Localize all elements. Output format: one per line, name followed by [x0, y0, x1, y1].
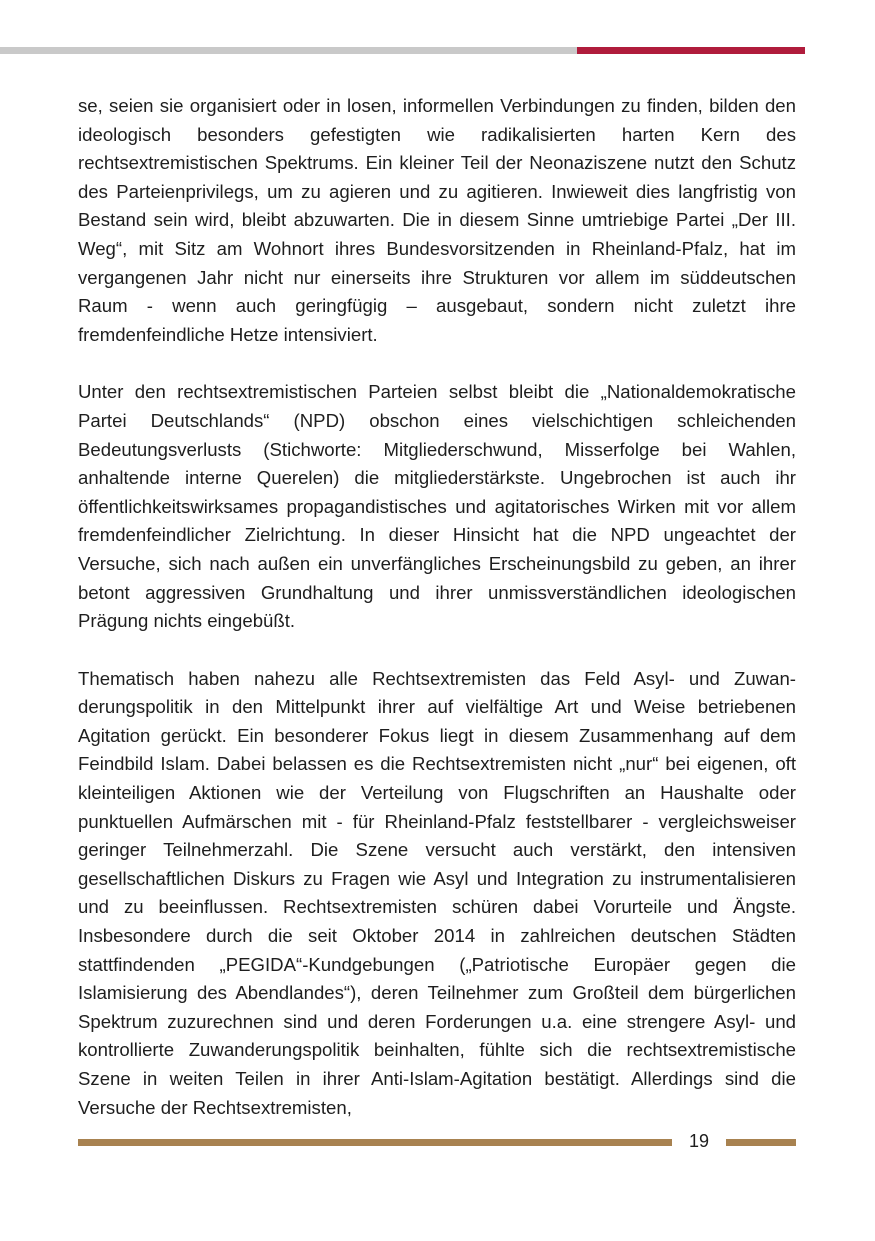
header-rule-accent	[577, 47, 805, 54]
footer-rule-right	[726, 1139, 796, 1146]
paragraph-1: se, seien sie organisiert oder in losen, informellen Verbindungen zu finden, bilden den ideologisch besonders gefestigten wie radikalisierten harten Kern des rechtsextremistischen Spektrums. Ein kleiner Teil der Neonaziszene nutzt den Schutz des Parteienprivilegs, um zu agieren und zu agitieren. Inwieweit dies langfristig von Bestand sein wird, bleibt abzuwarten. Die in diesem Sinne umtriebige Partei „Der III. Weg“, mit Sitz am Wohnort ihres Bundesvorsitzenden in Rheinland-Pfalz, hat im vergangenen Jahr nicht nur einerseits ihre Strukturen vor allem im süddeutschen Raum - wenn auch geringfügig – ausgebaut, sondern nicht zuletzt ihre fremdenfeindliche Hetze intensiviert.	[78, 95, 796, 345]
body-text	[78, 92, 796, 1151]
header-rule-gray	[0, 47, 577, 54]
paragraph-3: Thematisch haben nahezu alle Rechtsextremisten das Feld Asyl- und Zuwanderungspolitik in den Mittelpunkt ihrer auf vielfältige Art und Weise betriebenen Agitation gerückt. Ein besonderer Fokus liegt in diesem Zusammenhang auf dem Feindbild Islam. Dabei belassen es die Rechtsextremisten nicht „nur“ bei eigenen, oft kleinteiligen Aktionen wie der Verteilung von Flugschriften an Haushalte oder punktuellen Aufmärschen mit - für Rheinland-Pfalz feststellbarer - vergleichsweiser geringer Teilnehmerzahl. Die Szene versucht auch verstärkt, den intensiven gesellschaftlichen Diskurs zu Fragen wie Asyl und Integration zu instrumentalisieren und zu beeinflussen. Rechtsextremisten schüren dabei Vorurteile und Ängste. Insbesondere durch die seit Oktober 2014 in zahlreichen deutschen Städten stattfindenden „PEGIDA“-Kundgebungen („Patriotische Europäer gegen die Islamisierung des Abendlandes“), deren Teilnehmer zum Großteil dem bürgerlichen Spektrum zuzurechnen sind und deren Forderungen u.a. eine strengere Asyl- und kontrollierte Zuwanderungspolitik beinhalten, fühlte sich die rechtsextremistische Szene in weiten Teilen in ihrer Anti-Islam-Agitation bestätigt. Allerdings sind die Versuche der Rechtsextremisten,	[78, 667, 796, 1118]
paragraph-2: Unter den rechtsextremistischen Parteien selbst bleibt die „Nationaldemokratische Partei Deutschlands“ (NPD) obschon eines vielschichtigen schleichenden Bedeutungsverlusts (Stichworte: Mitgliederschwund, Misserfolge bei Wahlen, anhaltende interne Querelen) die mitgliederstärkste. Ungebrochen ist auch ihr öffentlichkeitswirksames propagandistisches und agitatorisches Wirken mit vor allem fremdenfeindlicher Zielrichtung. In dieser Hinsicht hat die NPD ungeachtet der Versuche, sich nach außen ein unverfängliches Erscheinungsbild zu geben, an ihrer betont aggressiven Grundhaltung und ihrer unmissverständlichen ideologischen Prägung nichts eingebüßt.	[78, 381, 796, 632]
page-number: 19	[688, 1131, 710, 1151]
footer-rule-left	[78, 1139, 672, 1146]
